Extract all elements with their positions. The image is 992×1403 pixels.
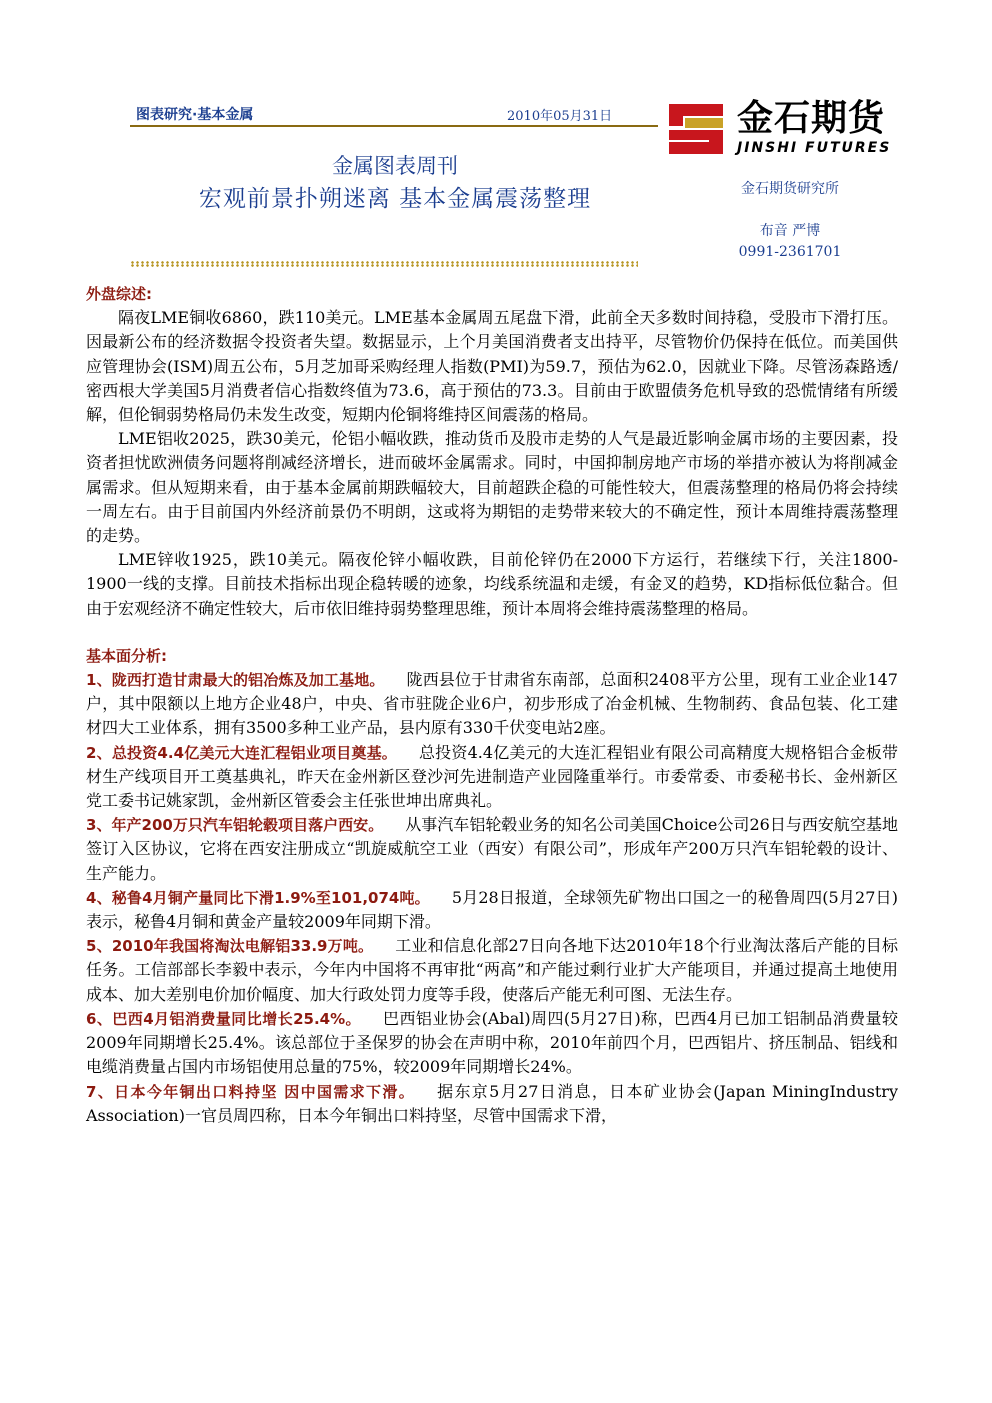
report-subtitle: 宏观前景扑朔迷离 基本金属震荡整理	[198, 186, 592, 212]
institute-name: 金石期货研究所	[741, 181, 839, 197]
report-category: 图表研究·基本金属	[136, 107, 254, 123]
fundamental-section-title: 基本面分析:	[86, 646, 167, 665]
news-item-body: 巴西铝业协会(Abal)周四(5月27日)称，巴西4月已加工铝制品消费量较2009年同期增长25.4%。该总部位于圣保罗的协会在声明中称，2010年前四个月，巴西铝片、挤压制品、铝线和电缆消费量占国内市场铝使用总量的75%，较2009年同期增长24%。	[86, 1008, 898, 1077]
overseas-paragraph-copper: 隔夜LME铜收6860，跌110美元。LME基本金属周五尾盘下滑，此前全天多数时间持稳，受股市下滑打压。因最新公布的经济数据令投资者失望。数据显示，上个月美国消费者支出持平，尽管物价仍保持在低位。而美国供应管理协会(ISM)周五公布，5月芝加哥采购经理人指数(PMI)为59.7，预估为62.0，因就业下降。尽管汤森路透/密西根大学美国5月消费者信心指数终值为73.6，高于预估的73.3。目前由于欧盟债务危机导致的恐慌情绪有所缓解，但伦铜弱势格局仍未发生改变，短期内伦铜将维持区间震荡的格局。	[86, 308, 898, 425]
section-gap	[86, 621, 898, 644]
company-logo	[665, 98, 905, 162]
news-item-headline: 4、秘鲁4月铜产量同比下滑1.9%至101,074吨。	[86, 888, 430, 907]
authors: 布音 严博	[759, 223, 821, 239]
report-title: 金属图表周刊	[332, 154, 458, 178]
news-item	[86, 886, 898, 934]
header-rule	[130, 125, 658, 127]
news-item	[86, 741, 898, 814]
news-item-headline: 2、总投资4.4亿美元大连汇程铝业项目奠基。	[86, 743, 397, 762]
overseas-paragraph-zinc: LME锌收1925，跌10美元。隔夜伦锌小幅收跌，目前伦锌仍在2000下方运行，若继续下行，关注1800-1900一线的支撑。目前技术指标出现企稳转暖的迹象，均线系统温和走缓，有金叉的趋势，KD指标低位黏合。但由于宏观经济不确定性较大，后市依旧维持弱势整理思维，预计本周将会维持震荡整理的格局。	[86, 550, 898, 618]
news-item-headline: 3、年产200万只汽车铝轮毂项目落户西安。	[86, 816, 384, 835]
news-item	[86, 668, 898, 741]
news-item-body: 据东京5月27日消息，日本矿业协会(Japan MiningIndustry Association)一官员周四称，日本今年铜出口料持坚，尽管中国需求下滑，	[86, 1081, 898, 1125]
contact-phone: 0991-2361701	[738, 244, 842, 260]
news-item-headline: 7、日本今年铜出口料持坚 因中国需求下滑。	[86, 1082, 416, 1101]
news-item-headline: 5、2010年我国将淘汰电解铝33.9万吨。	[86, 937, 374, 956]
news-item-body: 陇西县位于甘肃省东南部，总面积2408平方公里，现有工业企业147户，其中限额以上地方企业48户，中央、省市驻陇企业6户，初步形成了冶金机械、生物制药、食品包装、化工建材四大工业体系，拥有3500多种工业产品，县内原有330千伏变电站2座。	[86, 670, 898, 738]
news-item-headline: 1、陇西打造甘肃最大的铝冶炼及加工基地。	[86, 671, 385, 690]
news-item-headline: 6、巴西4月铝消费量同比增长25.4%。	[86, 1009, 361, 1028]
news-item-body: 5月28日报道，全球领先矿物出口国之一的秘鲁周四(5月27日)表示，秘鲁4月铜和黄金产量较2009年同期下滑。	[86, 887, 898, 932]
news-item	[86, 1007, 898, 1080]
news-item-body: 总投资4.4亿美元的大连汇程铝业有限公司高精度大规格铝合金板带材生产线项目开工奠基典礼，昨天在金州新区登沙河先进制造产业园隆重举行。市委常委、市委秘书长、金州新区党工委书记姚家凯，金州新区管委会主任张世坤出席典礼。	[86, 742, 898, 811]
dotted-divider	[130, 261, 638, 267]
overseas-paragraph-aluminum: LME铝收2025，跌30美元，伦铝小幅收跌，推动货币及股市走势的人气是最近影响金属市场的主要因素，投资者担忧欧洲债务问题将削减经济增长，进而破坏金属需求。同时，中国抑制房地产市场的举措亦被认为将削减金属需求。但从短期来看，由于基本金属前期跌幅较大，目前超跌企稳的可能性较大，但震荡整理的格局仍将会持续一周左右。由于目前国内外经济前景仍不明朗，这或将为期铝的走势带来较大的不确定性，预计本周维持震荡整理的走势。	[86, 429, 898, 546]
logo-mark-icon	[665, 100, 727, 158]
news-item	[86, 1080, 898, 1128]
news-item-body: 从事汽车铝轮毂业务的知名公司美国Choice公司26日与西安航空基地签订入区协议，它将在西安注册成立“凯旋威航空工业（西安）有限公司”，形成年产200万只汽车铝轮毂的设计、生产能力。	[86, 815, 898, 883]
report-body	[86, 282, 898, 1128]
news-item	[86, 813, 898, 886]
news-item-body: 工业和信息化部27日向各地下达2010年18个行业淘汰落后产能的目标任务。工信部部长李毅中表示，今年内中国将不再审批“两高”和产能过剩行业扩大产能项目，并通过提高土地使用成本、加大差别电价加价幅度、加大行政处罚力度等手段，使落后产能无利可图、无法生存。	[86, 936, 898, 1004]
report-date: 2010年05月31日	[507, 109, 613, 124]
news-item	[86, 934, 898, 1007]
logo-chinese-text: 金石期货	[737, 98, 886, 139]
logo-english-text: JINSHI FUTURES	[737, 140, 892, 156]
overseas-section-title: 外盘综述:	[86, 285, 152, 303]
